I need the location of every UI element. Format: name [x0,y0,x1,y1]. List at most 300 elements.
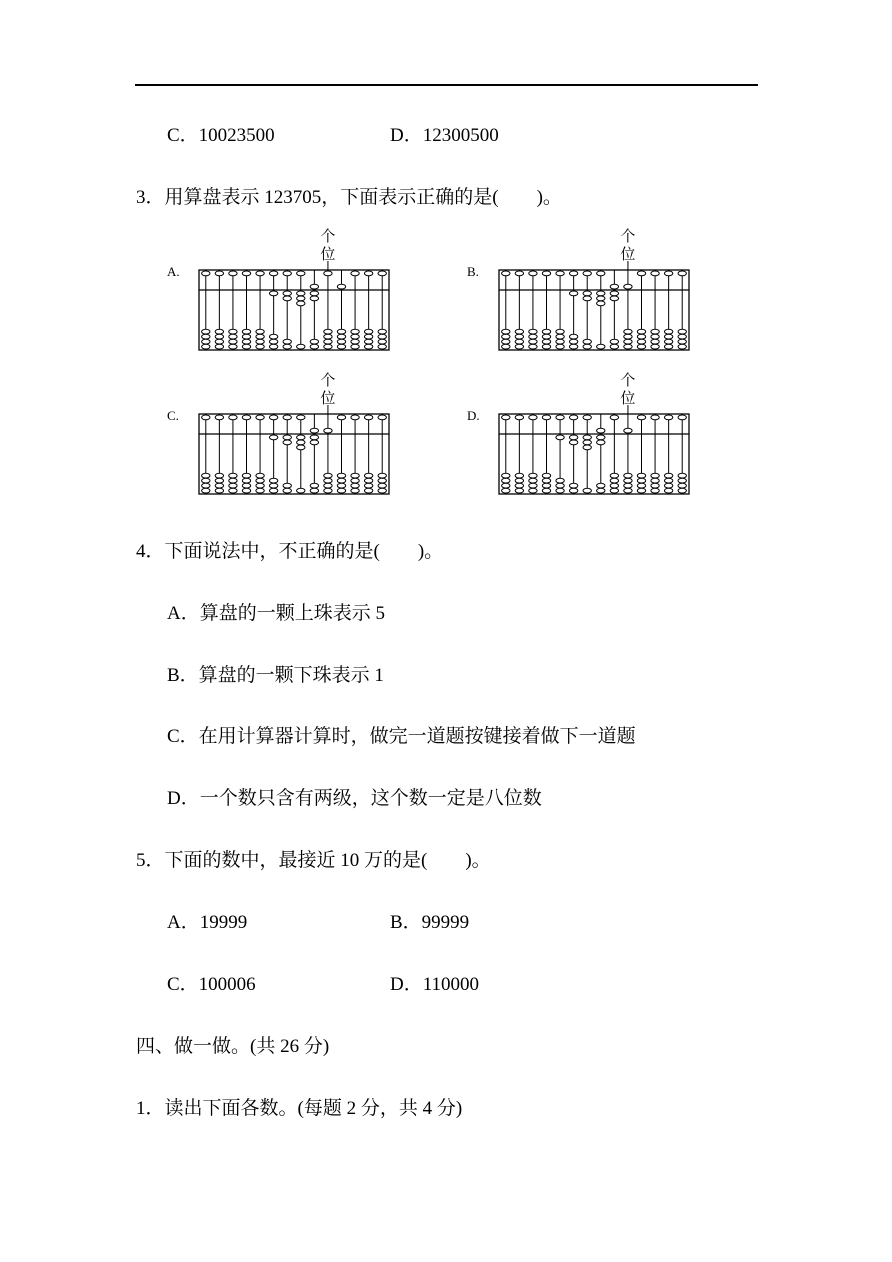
section-4-q1: 1．读出下面各数。(每题 2 分，共 4 分) [136,1098,463,1119]
q3-stem: 3．用算盘表示 123705，下面表示正确的是( )。 [136,187,562,208]
abacus-bead [624,483,632,488]
abacus-bead [256,339,264,344]
abacus-bead [542,344,550,349]
abacus-bead [515,483,523,488]
abacus-bead [269,339,277,344]
abacus-bead [229,483,237,488]
abacus-bead [337,488,345,493]
abacus-bead [297,445,305,450]
abacus-letter: C. [167,408,179,423]
abacus-bead [256,473,264,478]
abacus-bead [556,435,564,440]
abacus-bead [542,339,550,344]
abacus-bead [351,488,359,493]
abacus-bead [542,483,550,488]
units-label-top: 个 [620,228,636,245]
abacus-bead [597,435,605,440]
abacus-bead [624,329,632,334]
abacus-bead [310,440,318,445]
abacus-bead [215,334,223,339]
abacus-bead [242,329,250,334]
abacus-bead [651,478,659,483]
abacus-bead [351,473,359,478]
abacus-bead [202,478,210,483]
abacus-option-b [465,228,705,353]
abacus-bead [624,344,632,349]
abacus-bead [651,329,659,334]
abacus-bead [364,334,372,339]
abacus-bead [297,435,305,440]
abacus-bead [242,488,250,493]
abacus-bead [215,271,223,276]
q5-option-b: B．99999 [390,912,470,933]
abacus-bead [515,329,523,334]
abacus-bead [556,329,564,334]
abacus-bead [529,344,537,349]
abacus-bead [502,334,510,339]
abacus-bead [542,478,550,483]
abacus-bead [515,339,523,344]
abacus-bead [610,488,618,493]
q4-stem: 4．下面说法中，不正确的是( )。 [136,541,444,562]
abacus-bead [529,415,537,420]
abacus-bead [324,428,332,433]
abacus-bead [678,344,686,349]
abacus-bead [297,301,305,306]
abacus-bead [583,344,591,349]
abacus-bead [283,344,291,349]
abacus-bead [624,334,632,339]
abacus-bead [378,271,386,276]
abacus-bead [678,329,686,334]
abacus-bead [664,339,672,344]
abacus-bead [229,473,237,478]
abacus-bead [283,339,291,344]
abacus-bead [364,483,372,488]
abacus-bead [242,271,250,276]
abacus-bead [297,291,305,296]
abacus-bead [597,344,605,349]
abacus-bead [542,334,550,339]
q5-stem: 5．下面的数中，最接近 10 万的是( )。 [136,850,491,871]
abacus-bead [337,483,345,488]
abacus-bead [651,415,659,420]
abacus-bead [637,478,645,483]
abacus-bead [529,339,537,344]
abacus-bead [364,344,372,349]
abacus-bead [597,428,605,433]
abacus-bead [215,344,223,349]
abacus-bead [569,339,577,344]
abacus-bead [324,478,332,483]
abacus-bead [215,329,223,334]
abacus-bead [529,473,537,478]
abacus-bead [215,415,223,420]
abacus-bead [610,478,618,483]
abacus-bead [269,483,277,488]
abacus-bead [364,415,372,420]
abacus-bead [637,488,645,493]
q4-option-b: B．算盘的一颗下珠表示 1 [167,665,384,686]
abacus-bead [542,271,550,276]
abacus-bead [269,415,277,420]
abacus-bead [637,334,645,339]
abacus-bead [678,334,686,339]
abacus-bead [542,473,550,478]
abacus-bead [569,334,577,339]
abacus-bead [324,334,332,339]
abacus-bead [502,271,510,276]
abacus-bead [337,329,345,334]
abacus-bead [597,271,605,276]
abacus-bead [310,483,318,488]
abacus-bead [229,344,237,349]
section-4-title: 四、做一做。(共 26 分) [136,1036,330,1057]
abacus-bead [624,428,632,433]
abacus-bead [678,478,686,483]
q5-option-c: C．100006 [167,974,256,995]
abacus-bead [515,478,523,483]
abacus-bead [378,478,386,483]
q2-option-c: C．10023500 [167,125,275,146]
abacus-bead [610,339,618,344]
abacus-bead [215,473,223,478]
abacus-bead [597,488,605,493]
abacus-bead [324,473,332,478]
abacus-bead [310,488,318,493]
abacus-bead [283,271,291,276]
abacus-bead [542,415,550,420]
abacus-bead [583,271,591,276]
abacus-bead [297,415,305,420]
abacus-bead [651,344,659,349]
abacus-bead [610,344,618,349]
abacus-option-a [165,228,405,353]
abacus-bead [542,329,550,334]
abacus-bead [569,344,577,349]
units-label-bottom: 位 [620,245,636,263]
abacus-bead [556,334,564,339]
abacus-bead [229,329,237,334]
abacus-bead [556,415,564,420]
abacus-bead [242,478,250,483]
abacus-bead [269,488,277,493]
abacus-bead [215,478,223,483]
abacus-bead [624,339,632,344]
units-label-bottom: 位 [620,389,636,407]
units-label-top: 个 [320,372,336,389]
abacus-bead [378,488,386,493]
abacus-bead [515,488,523,493]
abacus-bead [324,329,332,334]
q2-option-d: D．12300500 [390,125,499,146]
abacus-bead [583,440,591,445]
abacus-svg [465,228,705,353]
abacus-bead [378,473,386,478]
abacus-svg [165,228,405,353]
abacus-bead [583,415,591,420]
abacus-bead [597,291,605,296]
abacus-bead [502,483,510,488]
abacus-bead [297,440,305,445]
abacus-bead [269,291,277,296]
abacus-bead [583,296,591,301]
abacus-bead [324,483,332,488]
abacus-bead [610,291,618,296]
abacus-bead [297,296,305,301]
abacus-bead [297,488,305,493]
abacus-bead [569,291,577,296]
q4-option-a: A．算盘的一颗上珠表示 5 [167,603,385,624]
abacus-bead [229,334,237,339]
abacus-bead [637,473,645,478]
abacus-bead [351,339,359,344]
abacus-bead [664,271,672,276]
abacus-frame [199,414,389,494]
abacus-bead [351,334,359,339]
q4-option-c: C．在用计算器计算时，做完一道题按键接着做下一道题 [167,726,636,747]
abacus-bead [597,483,605,488]
abacus-bead [637,339,645,344]
abacus-bead [569,271,577,276]
abacus-bead [351,478,359,483]
abacus-bead [556,488,564,493]
abacus-bead [364,329,372,334]
abacus-bead [678,415,686,420]
abacus-bead [678,483,686,488]
abacus-bead [283,488,291,493]
abacus-bead [242,473,250,478]
abacus-bead [337,473,345,478]
abacus-bead [229,478,237,483]
abacus-bead [378,415,386,420]
abacus-bead [664,329,672,334]
abacus-bead [529,334,537,339]
abacus-bead [337,415,345,420]
abacus-bead [256,483,264,488]
abacus-bead [242,339,250,344]
abacus-bead [283,483,291,488]
abacus-bead [283,440,291,445]
abacus-bead [269,271,277,276]
abacus-bead [202,271,210,276]
abacus-bead [664,415,672,420]
abacus-bead [583,435,591,440]
abacus-bead [215,339,223,344]
abacus-bead [351,271,359,276]
abacus-bead [502,339,510,344]
abacus-bead [283,415,291,420]
abacus-bead [651,334,659,339]
abacus-bead [597,296,605,301]
abacus-bead [202,473,210,478]
abacus-bead [269,344,277,349]
abacus-bead [256,488,264,493]
abacus-bead [624,284,632,289]
abacus-bead [283,296,291,301]
abacus-bead [269,435,277,440]
abacus-bead [624,488,632,493]
abacus-bead [678,339,686,344]
abacus-bead [542,488,550,493]
abacus-bead [529,483,537,488]
abacus-bead [229,415,237,420]
abacus-bead [256,334,264,339]
abacus-bead [651,473,659,478]
abacus-bead [556,483,564,488]
abacus-bead [610,473,618,478]
abacus-bead [242,334,250,339]
abacus-option-d [465,372,705,497]
abacus-bead [515,415,523,420]
abacus-bead [364,488,372,493]
abacus-bead [651,483,659,488]
abacus-bead [664,334,672,339]
abacus-bead [664,488,672,493]
abacus-bead [569,440,577,445]
abacus-bead [637,344,645,349]
abacus-bead [256,329,264,334]
abacus-bead [678,271,686,276]
abacus-bead [215,483,223,488]
abacus-bead [229,271,237,276]
abacus-bead [337,344,345,349]
q5-option-d: D．110000 [390,974,480,995]
abacus-bead [529,478,537,483]
abacus-bead [378,339,386,344]
abacus-option-c [165,372,405,497]
abacus-bead [283,291,291,296]
abacus-bead [678,473,686,478]
abacus-bead [664,473,672,478]
abacus-bead [297,344,305,349]
abacus-bead [378,483,386,488]
abacus-bead [583,339,591,344]
abacus-bead [583,488,591,493]
abacus-bead [651,339,659,344]
abacus-bead [502,415,510,420]
abacus-bead [202,483,210,488]
abacus-bead [324,271,332,276]
abacus-letter: A. [167,264,180,279]
abacus-bead [364,478,372,483]
abacus-bead [351,344,359,349]
q4-option-d: D．一个数只含有两级，这个数一定是八位数 [167,788,542,809]
abacus-bead [202,329,210,334]
abacus-bead [337,284,345,289]
abacus-bead [637,415,645,420]
abacus-bead [337,339,345,344]
abacus-bead [515,334,523,339]
abacus-letter: D. [467,408,480,423]
abacus-bead [351,415,359,420]
abacus-bead [256,415,264,420]
abacus-bead [364,271,372,276]
top-rule [135,84,758,86]
abacus-bead [351,329,359,334]
abacus-bead [610,483,618,488]
abacus-bead [502,329,510,334]
abacus-bead [624,478,632,483]
abacus-bead [515,271,523,276]
abacus-bead [310,435,318,440]
abacus-bead [664,344,672,349]
abacus-bead [378,344,386,349]
abacus-bead [229,488,237,493]
abacus-bead [637,271,645,276]
abacus-bead [597,301,605,306]
abacus-bead [215,488,223,493]
abacus-bead [256,271,264,276]
abacus-bead [651,271,659,276]
abacus-bead [502,473,510,478]
abacus-bead [364,339,372,344]
abacus-bead [569,415,577,420]
abacus-bead [364,473,372,478]
abacus-bead [283,435,291,440]
abacus-bead [310,428,318,433]
abacus-bead [269,478,277,483]
abacus-bead [664,483,672,488]
abacus-bead [337,334,345,339]
abacus-bead [556,344,564,349]
abacus-bead [378,334,386,339]
abacus-bead [324,344,332,349]
abacus-bead [515,473,523,478]
abacus-bead [351,483,359,488]
abacus-letter: B. [467,264,479,279]
abacus-bead [310,284,318,289]
abacus-bead [529,329,537,334]
abacus-bead [529,271,537,276]
abacus-bead [610,284,618,289]
abacus-bead [583,445,591,450]
abacus-frame [199,270,389,350]
abacus-bead [597,440,605,445]
abacus-bead [651,488,659,493]
abacus-bead [242,415,250,420]
abacus-bead [664,478,672,483]
q5-option-a: A．19999 [167,912,248,933]
abacus-bead [202,488,210,493]
abacus-bead [310,339,318,344]
abacus-bead [337,478,345,483]
units-label-bottom: 位 [320,245,336,263]
abacus-bead [256,478,264,483]
abacus-bead [678,488,686,493]
abacus-bead [529,488,537,493]
abacus-bead [515,344,523,349]
abacus-bead [202,334,210,339]
abacus-bead [556,339,564,344]
abacus-bead [269,334,277,339]
abacus-bead [324,339,332,344]
abacus-bead [202,415,210,420]
abacus-frame [499,270,689,350]
abacus-svg [465,372,705,497]
abacus-bead [502,488,510,493]
abacus-bead [502,478,510,483]
abacus-bead [569,483,577,488]
units-label-top: 个 [620,372,636,389]
abacus-bead [297,271,305,276]
abacus-bead [242,483,250,488]
abacus-bead [310,296,318,301]
abacus-bead [202,344,210,349]
abacus-bead [637,483,645,488]
abacus-bead [624,473,632,478]
abacus-bead [256,344,264,349]
